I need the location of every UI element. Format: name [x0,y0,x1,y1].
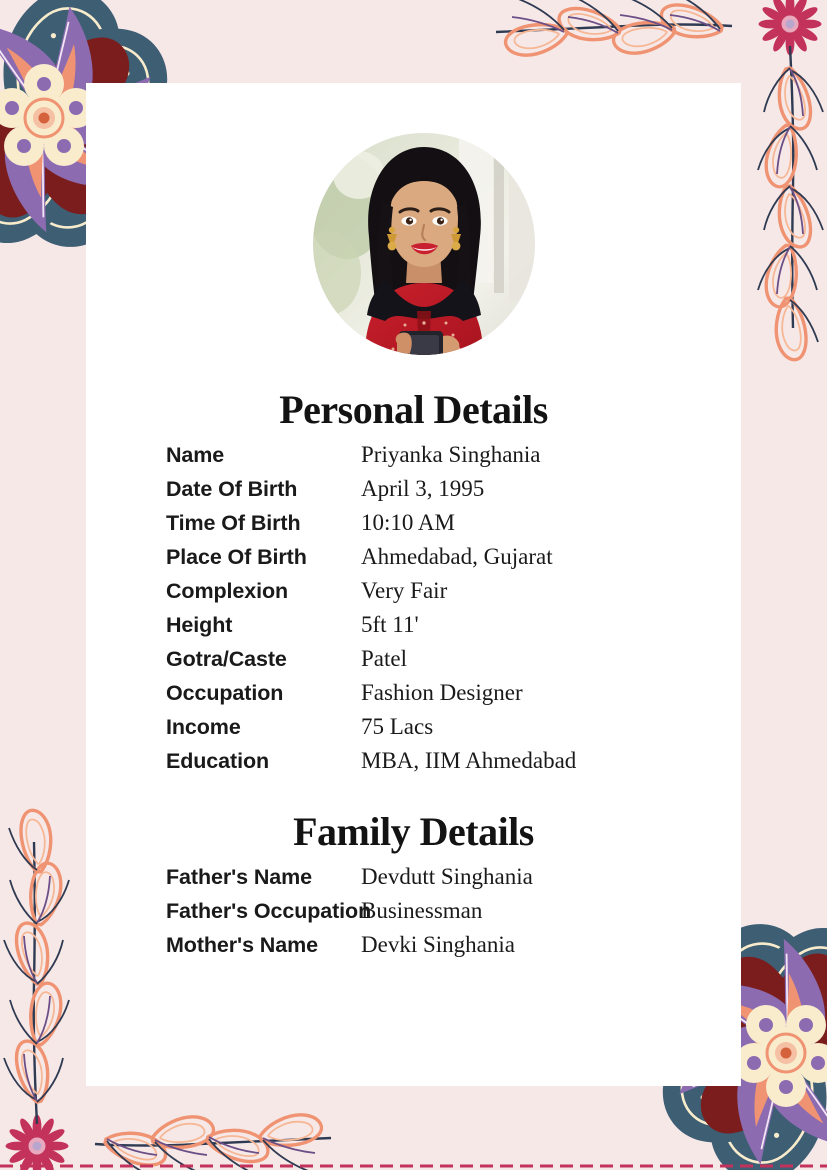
detail-label: Complexion [166,579,289,603]
detail-value: Ahmedabad, Gujarat [361,544,553,569]
detail-label: Occupation [166,681,284,705]
portrait-illustration [313,133,535,355]
detail-value: MBA, IIM Ahmedabad [361,748,577,773]
detail-label: Income [166,715,241,739]
personal-details-title: Personal Details [279,387,548,432]
detail-row [86,748,741,782]
personal-details-rows [86,442,741,782]
personal-details-section [86,388,741,782]
detail-value: Businessman [361,898,483,923]
family-details-rows [86,864,741,966]
detail-row [86,898,741,932]
detail-label: Father's Name [166,865,313,889]
detail-label: Height [166,613,233,637]
detail-row [86,646,741,680]
detail-label: Education [166,749,270,773]
detail-label: Date Of Birth [166,477,298,501]
detail-row [86,932,741,966]
detail-row [86,476,741,510]
detail-row [86,510,741,544]
profile-photo-circle [313,133,535,355]
detail-row [86,864,741,898]
detail-value: 5ft 11' [361,612,419,637]
detail-row [86,612,741,646]
detail-label: Time Of Birth [166,511,301,535]
detail-label: Gotra/Caste [166,647,287,671]
detail-row [86,578,741,612]
family-details-title: Family Details [293,809,534,854]
detail-row [86,714,741,748]
detail-label: Name [166,443,225,467]
detail-label: Father's Occupation [166,899,372,923]
profile-photo [313,133,535,355]
detail-value: Devki Singhania [361,932,515,957]
detail-value: Very Fair [361,578,448,603]
detail-value: Devdutt Singhania [361,864,533,889]
detail-value: Fashion Designer [361,680,523,705]
detail-row [86,680,741,714]
detail-label: Place Of Birth [166,545,307,569]
detail-value: 75 Lacs [361,714,434,739]
detail-value: April 3, 1995 [361,476,485,501]
detail-value: 10:10 AM [361,510,455,535]
biodata-card [86,83,741,1086]
detail-value: Priyanka Singhania [361,442,541,467]
family-details-section [86,810,741,966]
detail-value: Patel [361,646,407,671]
detail-row [86,544,741,578]
detail-label: Mother's Name [166,933,318,957]
detail-row [86,442,741,476]
